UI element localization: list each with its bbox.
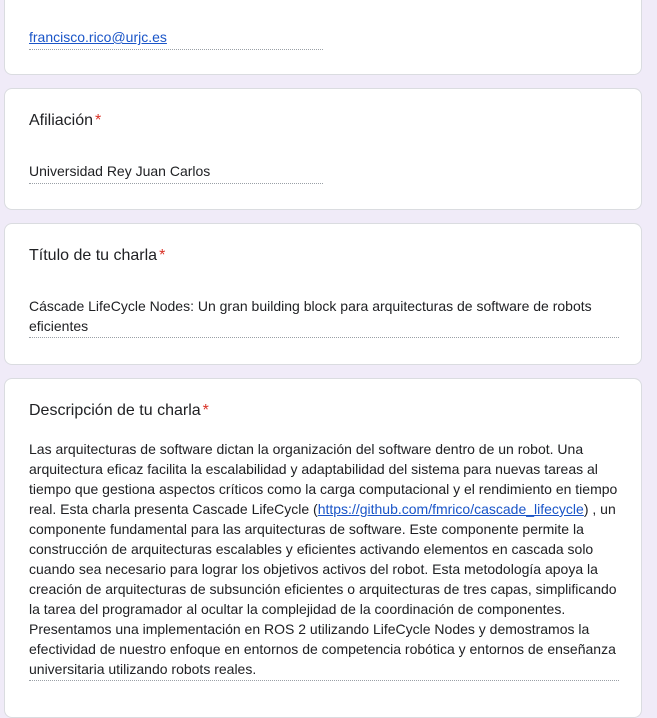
github-link[interactable]: https://github.com/fmrico/cascade_lifecycle bbox=[317, 501, 584, 517]
required-asterisk: * bbox=[202, 402, 209, 419]
description-text-before-link: Las arquitecturas de software dictan la organización del software dentro de un robot. Una arquitectura eficaz facilita la escalabilidad y adaptabilidad del sistema para nuevas tareas al tiempo que gestiona aspectos críticos como la carga computacional y el rendimiento en tiempo real. Esta charla presenta Cascade LifeCycle ( bbox=[29, 441, 618, 517]
affiliation-question-title bbox=[29, 111, 101, 131]
email-link[interactable]: francisco.rico@urjc.es bbox=[29, 29, 167, 45]
affiliation-card bbox=[4, 88, 642, 210]
talk-title-question-title bbox=[29, 246, 165, 266]
required-asterisk: * bbox=[95, 112, 102, 129]
description-answer[interactable] bbox=[29, 439, 619, 681]
required-asterisk: * bbox=[159, 247, 166, 264]
talk-title-title-text: Título de tu charla bbox=[29, 247, 158, 264]
talk-title-card bbox=[4, 223, 642, 365]
affiliation-title-text: Afiliación bbox=[29, 112, 94, 129]
description-text-after-link: ) , un componente fundamental para las arquitecturas de software. Este componente permite la construcción de arquitecturas escalables y eficientes activando elementos en cascada solo cuando sea necesario para lograr los objetivos activos del robot. Esta metodología apoya la creación de arquitecturas de subsunción eficientes o arquitecturas de tres capas, simplificando la tarea del programador al ocultar la complejidad de la coordinación de componentes. Presentamos una implementación en ROS 2 utilizando LifeCycle Nodes y demostramos la efectividad de nuestro enfoque en entornos de competencia robótica y entornos de enseñanza universitaria utilizando robots reales. bbox=[29, 501, 617, 677]
email-card bbox=[4, 0, 642, 75]
description-question-title bbox=[29, 401, 209, 421]
description-title-text: Descripción de tu charla bbox=[29, 402, 201, 419]
description-card bbox=[4, 378, 642, 718]
talk-title-answer[interactable]: Cáscade LifeCycle Nodes: Un gran building block para arquitecturas de software de robots eficientes bbox=[29, 296, 619, 338]
affiliation-answer[interactable]: Universidad Rey Juan Carlos bbox=[29, 161, 323, 184]
email-answer[interactable] bbox=[29, 27, 323, 50]
